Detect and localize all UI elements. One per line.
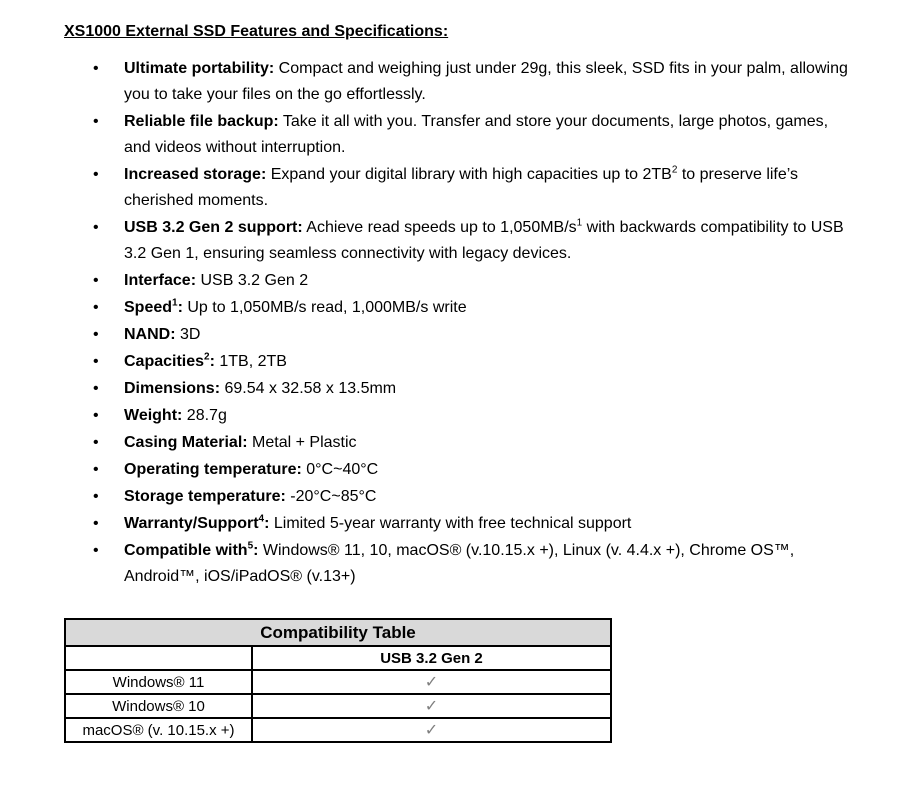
footnote-ref: 1 <box>172 297 178 309</box>
feature-text: USB 3.2 Gen 2 <box>196 272 309 289</box>
bullet-icon: • <box>93 407 99 424</box>
table-cell-os: Windows® 11 <box>65 670 252 694</box>
list-item <box>0 162 905 214</box>
feature-text-cont: with backwards compatibility to USB 3.2 Gen 1, ensuring seamless connectivity with legacy devices. <box>124 219 844 262</box>
features-list <box>0 56 905 591</box>
list-item <box>0 376 905 402</box>
bullet-icon: • <box>93 60 99 77</box>
footnote-ref: 2 <box>204 351 210 363</box>
table-header-row <box>65 646 611 670</box>
bullet-icon: • <box>93 380 99 397</box>
list-item <box>0 268 905 294</box>
list-item <box>0 295 905 321</box>
bullet-icon: • <box>93 488 99 505</box>
bullet-icon: • <box>93 461 99 478</box>
table-header-empty <box>65 646 252 670</box>
feature-label: Storage temperature: <box>124 488 286 505</box>
footnote-ref: 5 <box>247 540 254 552</box>
feature-text: Take it all with you. Transfer and store your documents, large photos, games, and videos without interruption. <box>124 113 829 156</box>
feature-label-text: Compatible with <box>124 542 248 559</box>
page-title: XS1000 External SSD Features and Specifications: <box>64 23 449 40</box>
bullet-icon: • <box>93 219 99 236</box>
feature-text: 69.54 x 32.58 x 13.5mm <box>220 380 397 397</box>
feature-text: Metal + Plastic <box>247 434 357 451</box>
feature-label <box>124 353 215 370</box>
table-row <box>65 670 611 694</box>
feature-text: 28.7g <box>182 407 227 424</box>
list-item <box>0 109 905 161</box>
bullet-icon: • <box>93 542 99 559</box>
bullet-icon: • <box>93 113 99 130</box>
table-header-usb: USB 3.2 Gen 2 <box>252 646 611 670</box>
list-item <box>0 538 905 590</box>
feature-text: Up to 1,050MB/s read, 1,000MB/s write <box>182 299 467 316</box>
bullet-icon: • <box>93 326 99 343</box>
feature-label <box>124 542 258 559</box>
bullet-icon: • <box>93 299 99 316</box>
bullet-icon: • <box>93 272 99 289</box>
bullet-icon: • <box>93 166 99 183</box>
feature-text-cont: to preserve life’s cherished moments. <box>124 166 799 209</box>
feature-text: Compact and weighing just under 29g, this sleek, SSD fits in your palm, allowing you to take your files on the go effortlessly. <box>124 60 848 103</box>
table-cell-check <box>252 718 611 742</box>
check-icon: ✓ <box>424 674 439 691</box>
feature-text: Limited 5-year warranty with free technical support <box>269 515 632 532</box>
feature-label: Interface: <box>124 272 197 289</box>
footnote-ref: 2 <box>671 164 678 176</box>
footnote-ref: 4 <box>258 513 265 525</box>
feature-label-text: Capacities <box>124 353 205 370</box>
feature-label: USB 3.2 Gen 2 support: <box>124 219 303 236</box>
feature-label: Ultimate portability: <box>124 60 275 77</box>
feature-text: 0°C~40°C <box>301 461 379 478</box>
feature-label: Casing Material: <box>124 434 248 451</box>
table-row <box>65 694 611 718</box>
feature-text: 3D <box>175 326 201 343</box>
table-row <box>65 718 611 742</box>
table-cell-os: Windows® 10 <box>65 694 252 718</box>
bullet-icon: • <box>93 515 99 532</box>
feature-label-text: Speed <box>124 299 173 316</box>
list-item <box>0 430 905 456</box>
check-icon: ✓ <box>424 722 439 739</box>
feature-label: NAND: <box>124 326 176 343</box>
table-cell-os: macOS® (v. 10.15.x +) <box>65 718 252 742</box>
feature-label <box>124 515 269 532</box>
check-icon: ✓ <box>424 698 439 715</box>
feature-label <box>124 299 183 316</box>
list-item <box>0 403 905 429</box>
feature-label-text: Warranty/Support <box>124 515 259 532</box>
feature-text: Windows® 11, 10, macOS® (v.10.15.x +), Linux (v. 4.4.x +), Chrome OS™, Android™, iOS/iPadOS® (v.13+) <box>124 542 795 585</box>
footnote-ref: 1 <box>576 217 583 229</box>
bullet-icon: • <box>93 353 99 370</box>
list-item <box>0 349 905 375</box>
list-item <box>0 457 905 483</box>
list-item <box>0 56 905 108</box>
compatibility-table <box>64 618 612 743</box>
feature-label: Weight: <box>124 407 183 424</box>
label-colon: : <box>253 542 259 559</box>
feature-label: Operating temperature: <box>124 461 302 478</box>
feature-text: Expand your digital library with high capacities up to 2TB <box>266 166 672 183</box>
table-cell-check <box>252 694 611 718</box>
label-colon: : <box>177 299 183 316</box>
feature-label: Dimensions: <box>124 380 221 397</box>
feature-text: Achieve read speeds up to 1,050MB/s <box>302 219 577 236</box>
feature-text: 1TB, 2TB <box>214 353 287 370</box>
list-item <box>0 322 905 348</box>
list-item <box>0 484 905 510</box>
feature-text: -20°C~85°C <box>285 488 377 505</box>
label-colon: : <box>264 515 270 532</box>
feature-label: Reliable file backup: <box>124 113 279 130</box>
list-item <box>0 511 905 537</box>
feature-label: Increased storage: <box>124 166 267 183</box>
label-colon: : <box>209 353 215 370</box>
bullet-icon: • <box>93 434 99 451</box>
list-item <box>0 215 905 267</box>
table-cell-check <box>252 670 611 694</box>
table-caption-row <box>65 619 611 646</box>
table-caption: Compatibility Table <box>65 619 611 646</box>
